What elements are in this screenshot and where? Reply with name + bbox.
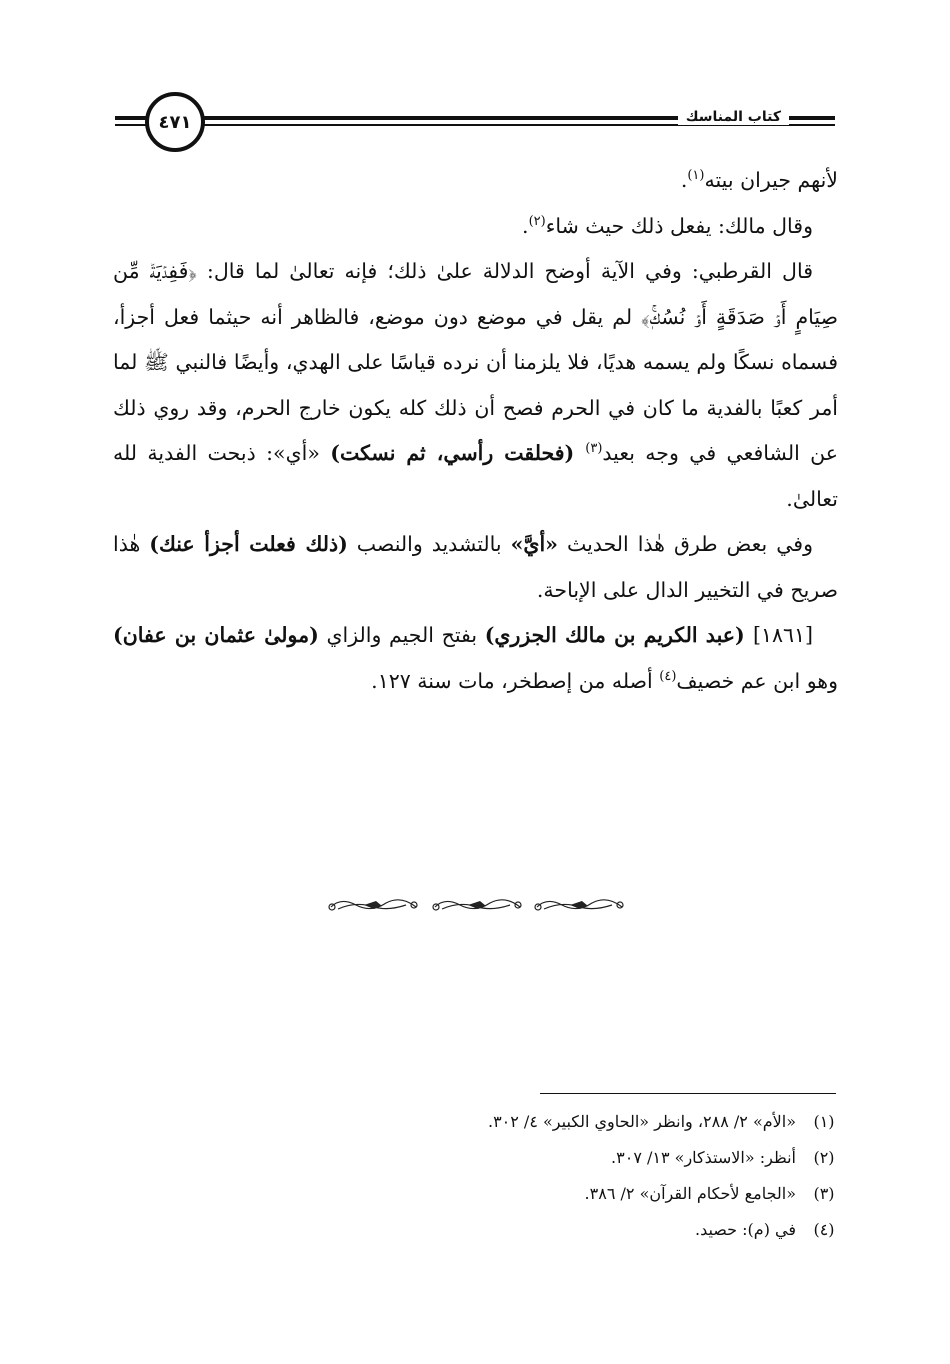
footnote-number: (١) [813, 1112, 835, 1131]
footnote-text: «الأم» ٢/ ٢٨٨، وانظر «الحاوي الكبير» ٤/ ٣٠٢. [487, 1112, 796, 1131]
book-title: كتاب المناسك [678, 109, 789, 125]
paragraph-4 [113, 522, 838, 613]
p5-tail: أصله من إصطخر، مات سنة ١٢٧. [371, 668, 660, 693]
footnote-item [113, 1140, 838, 1176]
paragraph-3 [113, 249, 838, 522]
paragraph-2 [113, 204, 838, 250]
footnote-number: (٢) [813, 1148, 835, 1167]
footnote-item [113, 1212, 838, 1248]
footnote-item [113, 1176, 838, 1212]
p4-term: «أيَّ» [510, 532, 558, 556]
section-divider-ornament [326, 893, 626, 919]
page-header [115, 92, 835, 152]
paragraph-1 [113, 158, 838, 204]
p3-hadith-quote: (فحلقت رأسي، ثم نسكت) [330, 441, 586, 465]
p4-pre: وفي بعض طرق هٰذا الحديث [557, 532, 813, 556]
footnote-ref-3[interactable]: (٣) [585, 441, 603, 457]
footnote-separator [540, 1093, 836, 1094]
p4-tail: هٰذا صريح في التخيير الدال على الإباحة. [113, 532, 838, 602]
p3-text: قال القرطبي: وفي الآية أوضح الدلالة علىٰ ذلك؛ فإنه تعالىٰ لما قال: ﴿فَفِدۡيَةٞ مِّن صِيَامٍ أَوۡ صَدَقَةٍ أَوۡ نُسُكٖۚ﴾ لم يقل في موضع دون موضع، فالظاهر أنه حيثما فعل أجزأ، فسماه نسكًا ولم يسمه هديًا، فلا يلزمنا أن نرده قياسًا على الهدي، وأيضًا فالنبي ﷺ لما أمر كعبًا بالفدية ما كان في الحرم فصح أن ذلك كله يكون خارج الحرم، وقد روي ذلك عن الشافعي في وجه بعيد [113, 259, 838, 465]
footnote-number: (٣) [813, 1184, 835, 1203]
page-number: ٤٧١ [145, 92, 205, 152]
p1-end: . [680, 168, 688, 192]
footnote-ref-2[interactable]: (٢) [528, 213, 546, 229]
footnote-ref-4[interactable]: (٤) [659, 668, 677, 684]
footnote-number: (٤) [813, 1220, 835, 1239]
footnote-text: في (م): حصيد. [694, 1220, 796, 1239]
main-text [113, 158, 838, 704]
paragraph-5 [113, 613, 838, 704]
p4-quote: (ذلك فعلت أجزأ عنك) [149, 532, 348, 556]
p4-mid: بالتشديد والنصب [347, 532, 511, 556]
footnote-item [113, 1104, 838, 1140]
p2-end: . [522, 213, 529, 238]
p3-tail: «أي»: ذبحت الفدية لله تعالىٰ. [113, 441, 838, 511]
narrator-name: (عبد الكريم بن مالك الجزري) [484, 623, 753, 647]
p1-text: لأنهم جيران بيته [704, 168, 838, 192]
p5-mid: بفتح الجيم والزاي [318, 623, 485, 647]
narrator-number: [١٨٦١] [752, 623, 813, 647]
p5-mid2: وهو ابن عم خصيف [676, 668, 838, 693]
footnote-text: أنظر: «الاستذكار» ١٣/ ٣٠٧. [611, 1148, 796, 1167]
p2-text: وقال مالك: يفعل ذلك حيث شاء [545, 213, 813, 238]
narrator-patron: (مولىٰ عثمان بن عفان) [113, 623, 319, 647]
footnotes [113, 1104, 838, 1248]
footnote-text: «الجامع لأحكام القرآن» ٢/ ٣٨٦. [584, 1184, 796, 1203]
footnote-ref-1[interactable]: (١) [687, 168, 705, 184]
